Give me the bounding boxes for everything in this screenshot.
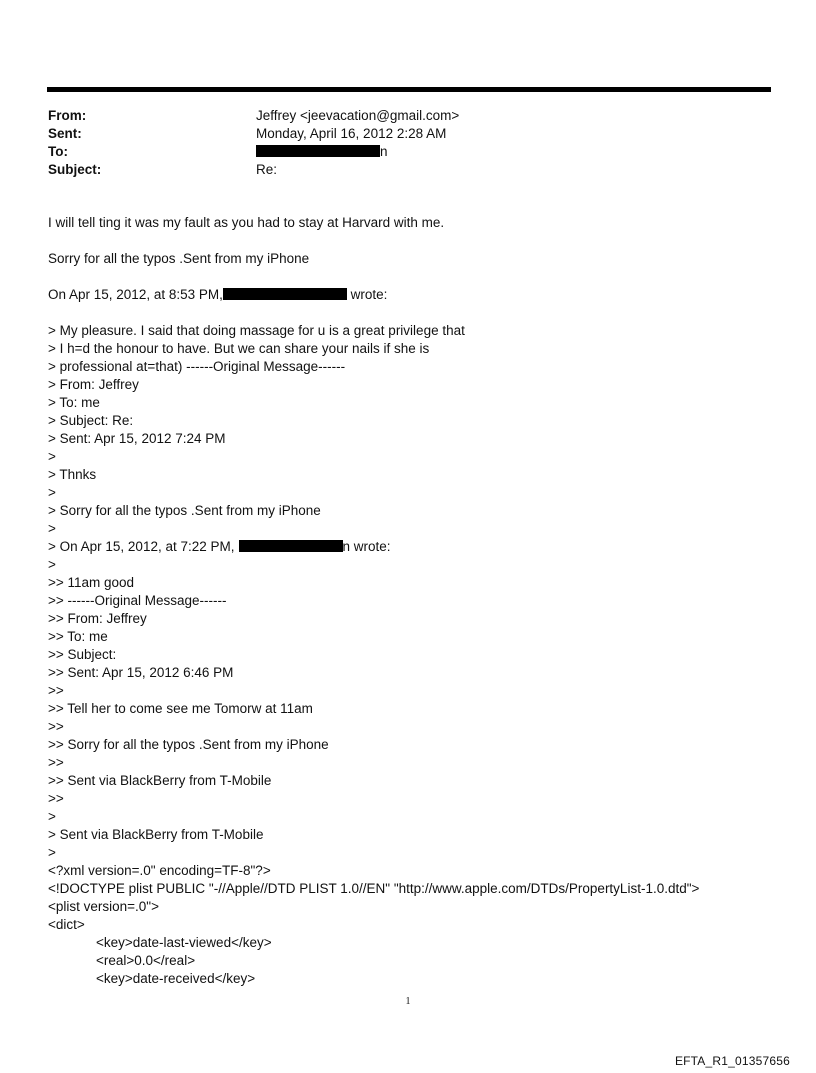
quoted-line: <?xml version=.0" encoding=TF-8"?> [48,863,271,878]
document-id: EFTA_R1_01357656 [674,1054,790,1068]
quoted-line: <!DOCTYPE plist PUBLIC "-//Apple//DTD PLIST 1.0//EN" "http://www.apple.com/DTDs/PropertyList-1.0.dtd"> [48,881,700,896]
quoted-line: <real>0.0</real> [96,953,196,968]
quoted-line: >> [48,683,64,698]
to-row [48,143,748,161]
quoted-line: > Sent via BlackBerry from T-Mobile [48,827,264,842]
on-wrote-prefix: On Apr 15, 2012, at 8:53 PM, [48,287,223,302]
quoted-line: >> To: me [48,629,108,644]
on-wrote-line-2 [48,538,788,556]
quoted-line: > To: me [48,395,100,410]
redaction-bar [223,288,347,300]
from-label: From: [48,108,87,123]
from-value: Jeffrey <jeevacation@gmail.com> [256,108,460,123]
sent-row [48,125,748,143]
redaction-bar [239,540,343,552]
quoted-line: >> Subject: [48,647,117,662]
to-value-tail: n [380,144,388,159]
sent-label: Sent: [48,126,82,141]
on-wrote-line [48,286,788,304]
sent-value: Monday, April 16, 2012 2:28 AM [256,126,447,141]
quoted-line: > I h=d the honour to have. But we can share your nails if she is [48,341,430,356]
to-label: To: [48,144,68,159]
quoted-line: > [48,557,56,572]
quoted-line: > Sorry for all the typos .Sent from my iPhone [48,503,321,518]
quoted-line: > Subject: Re: [48,413,134,428]
on-wrote-suffix: wrote: [346,287,388,302]
quoted-line: > [48,485,56,500]
subject-value: Re: [256,162,278,177]
quoted-line: >> Sorry for all the typos .Sent from my iPhone [48,737,329,752]
quoted-line: <key>date-received</key> [96,971,256,986]
quoted-line: > [48,449,56,464]
xml-indented-block [48,934,788,988]
quoted-line: > From: Jeffrey [48,377,139,392]
from-row [48,107,748,125]
on-wrote-2-prefix: > On Apr 15, 2012, at 7:22 PM, [48,539,235,554]
body-line-2: Sorry for all the typos .Sent from my iPhone [48,251,310,266]
quoted-line: >> [48,791,64,806]
quoted-block-a [48,322,788,538]
quoted-line: >> [48,755,64,770]
quoted-line: > professional at=that) ------Original Message------ [48,359,346,374]
quoted-line: > [48,809,56,824]
quoted-line: >> [48,719,64,734]
quoted-line: <plist version=.0"> [48,899,159,914]
quoted-line: >> Sent via BlackBerry from T-Mobile [48,773,272,788]
quoted-line: <key>date-last-viewed</key> [96,935,272,950]
quoted-line: >> 11am good [48,575,135,590]
email-header [48,107,748,179]
page-number: 1 [405,996,411,1007]
subject-label: Subject: [48,162,102,177]
quoted-line: >> Tell her to come see me Tomorw at 11am [48,701,313,716]
body-line-1: I will tell ting it was my fault as you had to stay at Harvard with me. [48,215,445,230]
redaction-bar [256,145,380,157]
quoted-line: > My pleasure. I said that doing massage for u is a great privilege that [48,323,465,338]
quoted-line: <dict> [48,917,85,932]
quoted-line: >> Sent: Apr 15, 2012 6:46 PM [48,665,234,680]
quoted-line: > [48,845,56,860]
quoted-block-b [48,556,788,934]
quoted-line: > [48,521,56,536]
quoted-line: >> ------Original Message------ [48,593,227,608]
header-rule [47,87,771,92]
to-value [256,143,388,161]
on-wrote-2-suffix: n wrote: [342,539,391,554]
quoted-line: > Sent: Apr 15, 2012 7:24 PM [48,431,226,446]
quoted-line: > Thnks [48,467,97,482]
email-body [48,214,788,988]
quoted-line: >> From: Jeffrey [48,611,147,626]
subject-row [48,161,748,179]
